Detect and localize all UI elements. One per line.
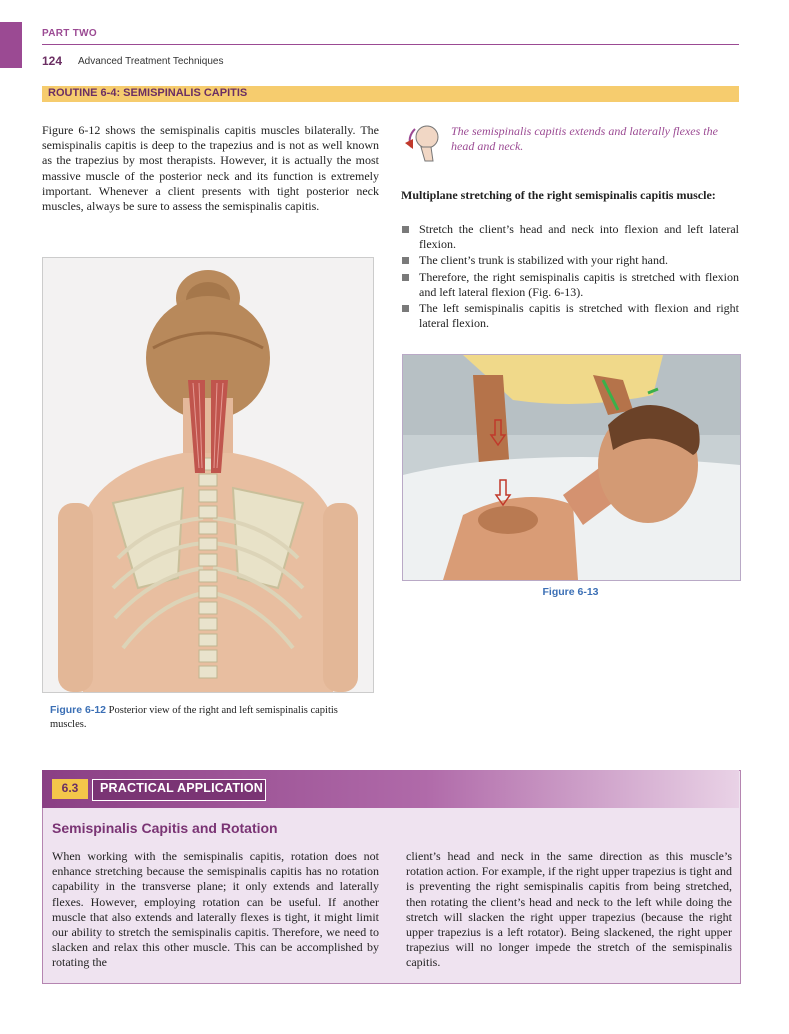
running-title: Advanced Treatment Techniques xyxy=(78,56,224,67)
part-label: PART TWO xyxy=(42,28,97,39)
head-motion-icon xyxy=(401,121,443,167)
header-rule xyxy=(42,44,739,45)
figure-6-12-image xyxy=(42,257,374,693)
list-item: Therefore, the right semispinalis capitis is stretched with flexion and left lateral flexion (Fig. 6-13). xyxy=(401,270,739,300)
list-item: Stretch the client’s head and neck into flexion and left lateral flexion. xyxy=(401,222,739,252)
bullet-square-icon xyxy=(402,305,409,312)
note-callout: The semispinalis capitis extends and laterally flexes the head and neck. xyxy=(451,124,718,153)
part-tab-marker xyxy=(0,22,22,68)
figure-6-12-label: Figure 6-12 xyxy=(50,704,107,716)
bullet-square-icon xyxy=(402,226,409,233)
figure-6-13-label: Figure 6-13 xyxy=(542,586,599,598)
stretch-photo-illustration xyxy=(403,355,740,580)
figure-6-12-caption-text: Posterior view of the right and left semispinalis capitis muscles. xyxy=(50,705,338,730)
figure-6-12-caption xyxy=(50,703,368,732)
list-item: The client’s trunk is stabilized with your right hand. xyxy=(401,253,739,268)
practical-number: 6.3 xyxy=(61,781,79,795)
bullet-square-icon xyxy=(402,274,409,281)
figure-6-13-photo xyxy=(402,354,741,581)
practical-column-1: When working with the semispinalis capitis, rotation does not enhance stretching because the semispinalis capitis has no rotation capability in the transverse plane; it only extends and laterally flexes. However, employing rotation can be useful. If another muscle that also extends and laterally flexes is tight, it might limit our ability to stretch the semispinalis capitis. Therefore, we need to slacken and relax this other muscle. This can be accomplished by rotating the xyxy=(52,849,379,970)
routine-title: ROUTINE 6-4: SEMISPINALIS CAPITIS xyxy=(48,87,248,99)
stretch-steps-list xyxy=(401,222,739,332)
posterior-neck-illustration xyxy=(43,258,373,692)
stretch-heading: Multiplane stretching of the right semispinalis capitis muscle: xyxy=(401,188,716,202)
practical-label: PRACTICAL APPLICATION xyxy=(100,781,263,795)
bullet-square-icon xyxy=(402,257,409,264)
practical-column-2: client’s head and neck in the same direction as this muscle’s rotation action. For example, if the right upper trapezius is tight and is preventing the right semispinalis capitis from being stretched, then rotating the client’s head and neck to the left while doing the stretch will slacken the right upper trapezius (because the right upper trapezius is a left rotator). Being slackened, the right upper trapezius will no longer impede the stretch of the semispinalis capitis. xyxy=(406,849,732,970)
practical-title: Semispinalis Capitis and Rotation xyxy=(52,820,278,836)
list-item: The left semispinalis capitis is stretched with flexion and right lateral flexion. xyxy=(401,301,739,331)
intro-paragraph: Figure 6-12 shows the semispinalis capitis muscles bilaterally. The semispinalis capitis is deep to the trapezius and is not as well known as the trapezius by most therapists. However, it is actually the most massive muscle of the posterior neck and its function is extremely important. Whenever a client presents with tight posterior neck muscles, always be sure to assess the semispinalis capitis. xyxy=(42,123,379,214)
page-number: 124 xyxy=(42,54,63,68)
